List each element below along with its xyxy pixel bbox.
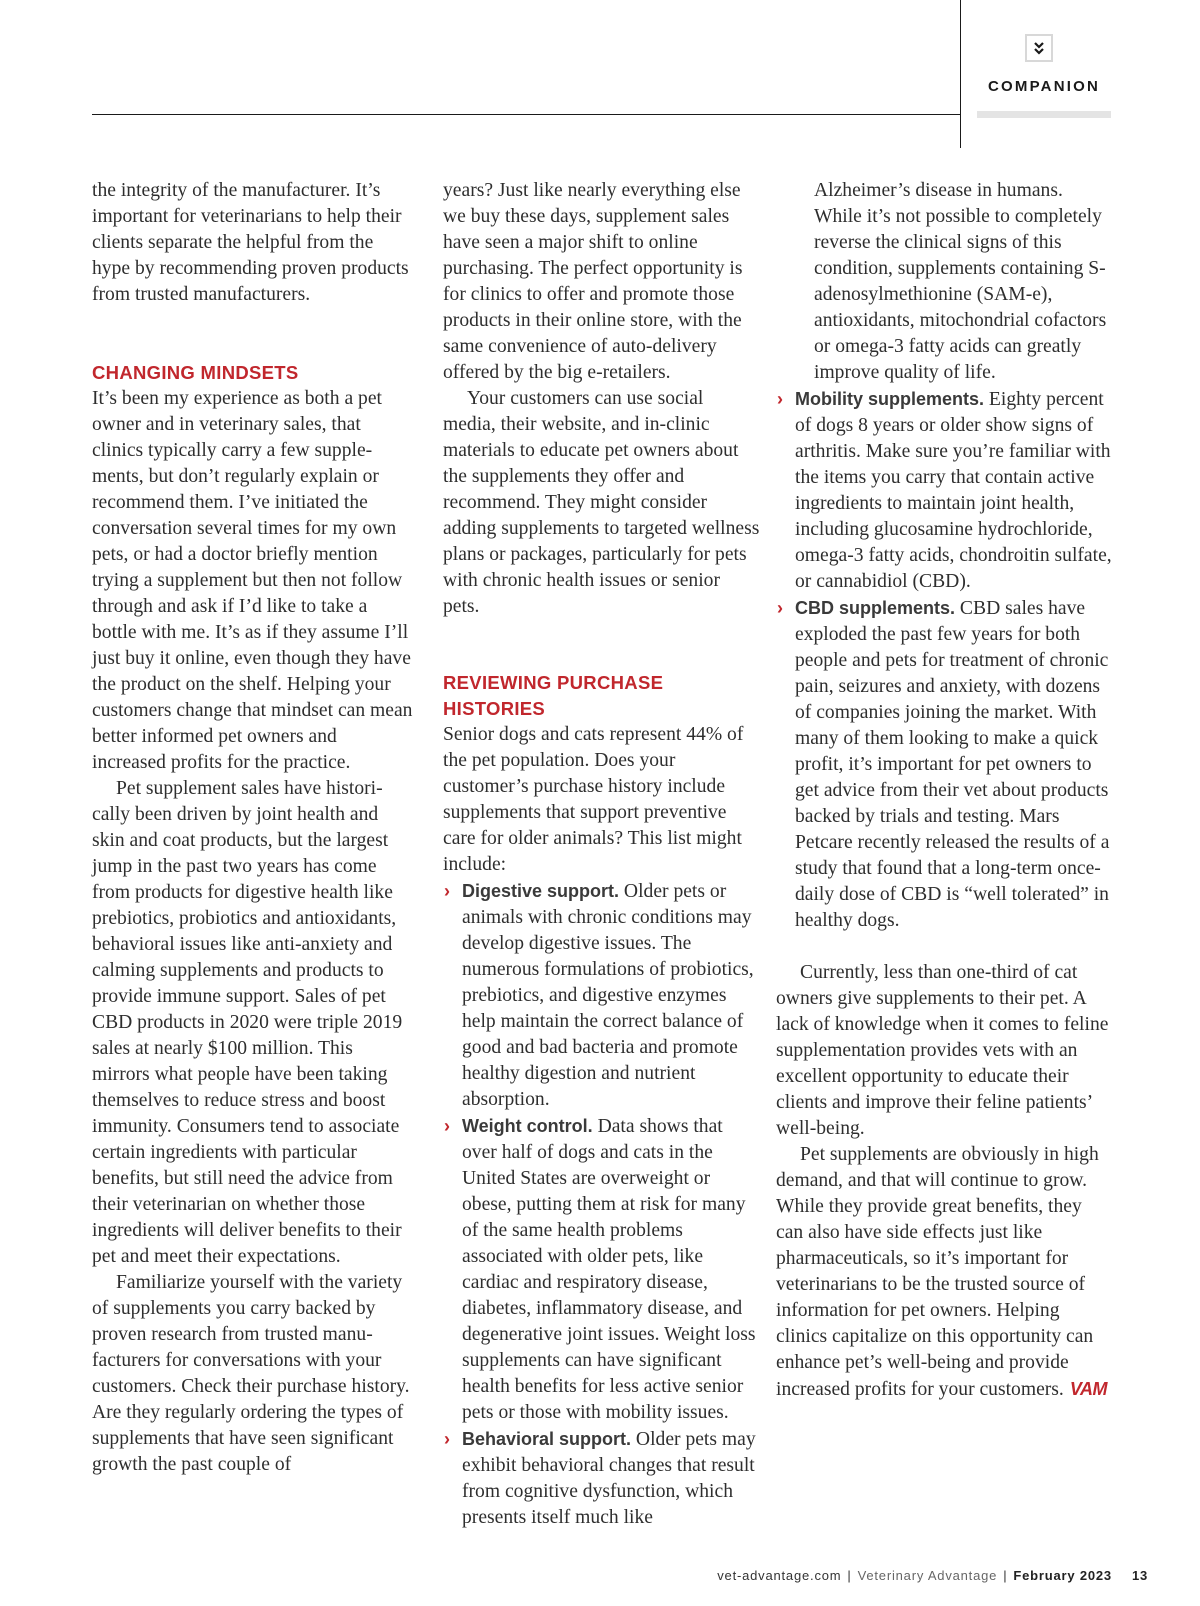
list-item-term: Digestive support.	[462, 881, 620, 901]
chevron-right-icon: ›	[777, 598, 783, 618]
chevron-right-icon: ›	[444, 881, 450, 901]
list-item-text: Older pets or animals with chronic conditions may develop digestive issues. The numerous formulations of probiotics, prebiotics, and digestive enzymes help maintain the correct balance of good and bad bacteria and promote healthy digestion and nutrient absorption.	[462, 881, 754, 1110]
list-item-text: Eighty percent of dogs 8 years or older show signs of arthritis. Make sure you’re familiar with the items you carry that contain active ingredients to maintain joint health, including glucosamine hydrochloride, omega-3 fatty acids, chondroitin sulfate, or cannabidiol (CBD).	[795, 389, 1112, 592]
list-item-term: Mobility supplements.	[795, 389, 985, 409]
article-column-2	[443, 178, 761, 1531]
footer-website: vet-advantage.com	[717, 1568, 842, 1583]
list-item-text: Older pets may exhibit behavioral changes that result from cognitive dysfunction, which presents itself much like	[462, 1429, 756, 1528]
list-item-term: CBD supplements.	[795, 598, 956, 618]
list-item	[776, 595, 1113, 934]
paragraph: the integrity of the manufacturer. It’s important for veterinarians to help their clients separate the helpful from the hype by recommending proven products from trusted manufacturers.	[92, 180, 409, 305]
supplement-list	[443, 878, 761, 1531]
paragraph-text: Pet supplements are obviously in high demand, and that will continue to grow. While they provide great benefits, they can also have side effects just like pharmaceuticals, so it’s important for veterinarians to be the trusted source of information for pet owners. Helping clinics capitalize on this opportunity can enhance pet’s well-being and provide increased profits for your customers.	[776, 1144, 1099, 1400]
list-item-term: Weight control.	[462, 1116, 593, 1136]
heading-changing-mindsets: CHANGING MINDSETS	[92, 362, 299, 383]
chevron-right-icon: ›	[777, 389, 783, 409]
list-item-text: Alzheimer’s disease in humans. While it’s not possible to completely reverse the clinical signs of this condition, supplements containing S-adenosylmethionine (SAM-e), antioxidants, mitochondrial cofactors or omega-3 fatty acids can greatly improve quality of life.	[814, 180, 1107, 383]
list-item	[443, 878, 761, 1113]
list-item	[776, 386, 1113, 595]
heading-line: HISTORIES	[443, 698, 546, 719]
paragraph: Familiarize yourself with the variety of supplements you carry backed by proven research from trusted manufacturers for conversations with your customers. Check their purchase history. Are they regularly ordering the types of supplements that have seen significant growth the past couple of	[92, 1272, 410, 1475]
page-footer	[717, 1568, 1148, 1583]
footer-separator: |	[847, 1568, 852, 1583]
header-vertical-rule	[960, 0, 961, 148]
paragraph: It’s been my experience as both a pet owner and in veterinary sales, that clinics typically carry a few supplements, but don’t regularly explain or recommend them. I’ve initiated the conversation several times for my own pets, or had a doctor briefly mention trying a supplement but then not follow through and ask if I’d like to take a bottle with me. It’s as if they assume I’ll just buy it online, even though they have the product on the shelf. Helping your customers change that mindset can mean better informed pet owners and increased profits for the practice.	[92, 388, 413, 773]
paragraph: Currently, less than one-third of cat owners give supplements to their pet. A lack of knowledge when it comes to feline supplementation provides vets with an excellent opportunity to educate their clients and improve their feline patients’ well-being.	[776, 962, 1109, 1139]
list-item	[443, 1426, 761, 1531]
paragraph: Senior dogs and cats represent 44% of the pet population. Does your customer’s purchase history include supplements that support preventive care for older animals? This list might include:	[443, 724, 744, 875]
header-rule	[92, 114, 960, 115]
footer-publication: Veterinary Advantage	[857, 1568, 998, 1583]
paragraph: years? Just like nearly everything else we buy these days, supplement sales have seen a major shift to online purchasing. The perfect opportunity is for clinics to offer and promote those products in their online store, with the same convenience of auto-delivery offered by the big e-retailers.	[443, 180, 743, 383]
paragraph: Pet supplement sales have historically been driven by joint health and skin and coat products, but the largest jump in the past two years has come from products for digestive health like prebiotics, probiotics and antioxidants, behavioral issues like anti-anxiety and calming supplements and products to provide immune support. Sales of pet CBD products in 2020 were triple 2019 sales at nearly $100 million. This mirrors what people have been taking themselves to reduce stress and boost immunity. Consumers tend to associate certain ingredients with particular benefits, but still need the advice from their veterinarian on whether those ingredients will deliver benefits to their pet and meet their expectations.	[92, 778, 403, 1267]
footer-date: February 2023	[1013, 1568, 1112, 1583]
supplement-list-continued	[777, 178, 1113, 934]
chevron-right-icon: ›	[444, 1116, 450, 1136]
list-item	[443, 1113, 761, 1426]
heading-line: REVIEWING PURCHASE	[443, 672, 664, 693]
footer-separator: |	[1003, 1568, 1008, 1583]
list-item-text: CBD sales have exploded the past few years for both people and pets for treatment of chronic pain, seizures and anxiety, with dozens of companies joining the market. With many of them looking to make a quick profit, it’s important for pet owners to get advice from their vet about products backed by trials and testing. Mars Petcare recently released the results of a study that found that a long-term once-daily dose of CBD is “well tolerated” in healthy dogs.	[795, 598, 1110, 931]
paragraph: Your customers can use social media, their website, and in-clinic materials to educate pet owners about the supplements they offer and recommend. They might consider adding supplements to targeted wellness plans or packages, particularly for pets with chronic health issues or senior pets.	[443, 388, 760, 617]
paragraph	[776, 1142, 1113, 1403]
section-label: COMPANION	[987, 78, 1101, 95]
article-column-3	[776, 178, 1113, 1403]
section-underline	[977, 111, 1111, 118]
heading-reviewing-purchase-histories	[443, 670, 761, 722]
chevron-right-icon: ›	[444, 1429, 450, 1449]
double-chevron-down-icon	[1025, 34, 1053, 62]
vam-end-mark-logo: VAM	[1069, 1379, 1108, 1399]
article-column-1	[92, 178, 414, 1478]
list-item-term: Behavioral support.	[462, 1429, 632, 1449]
page-number: 13	[1131, 1568, 1148, 1583]
list-item-text: Data shows that over half of dogs and cats in the United States are overweight or obese, putting them at risk for many of the same health problems associated with older pets, like cardiac and respiratory disease, diabetes, inflammatory disease, and degenerative joint issues. Weight loss supplements can have significant health benefits for less active senior pets or those with mobility issues.	[462, 1116, 756, 1423]
list-item-continued	[795, 178, 1113, 386]
